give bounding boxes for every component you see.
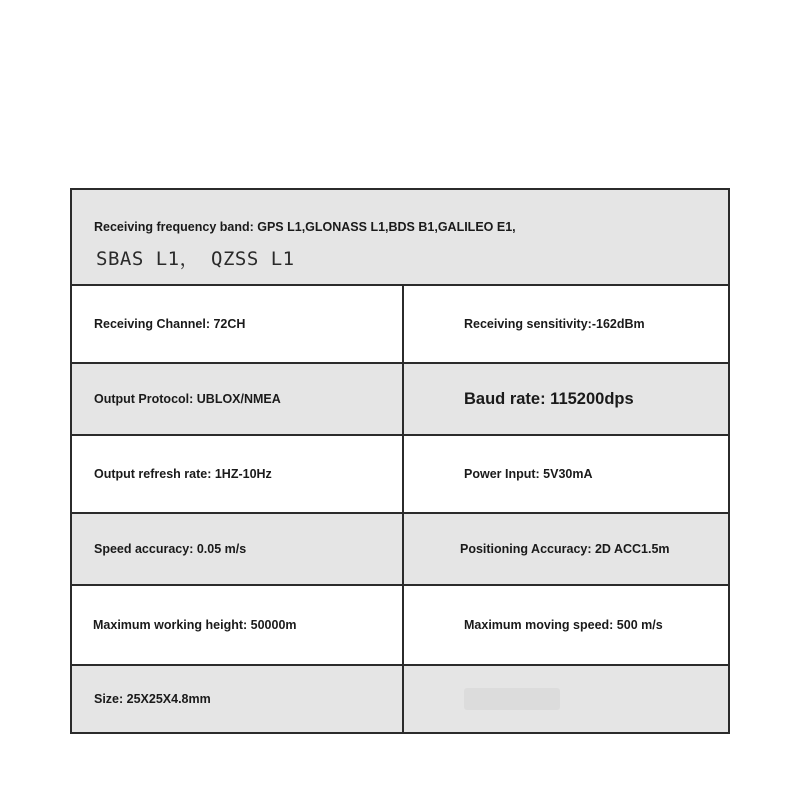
table-cell-left: [72, 514, 402, 584]
table-cell-left: [72, 586, 402, 664]
baud-rate-text: Baud rate: 115200dps: [464, 389, 634, 408]
output-protocol-text: Output Protocol: UBLOX/NMEA: [94, 392, 281, 406]
table-cell-left: [72, 364, 402, 434]
max-moving-speed-text: Maximum moving speed: 500 m/s: [464, 618, 663, 632]
positioning-accuracy-text: Positioning Accuracy: 2D ACC1.5m: [460, 542, 670, 556]
receiving-band-row: [72, 190, 728, 286]
table-row: [72, 666, 728, 732]
receiving-channel-text: Receiving Channel: 72CH: [94, 317, 246, 331]
receiving-band-line2: SBAS L1， QZSS L1: [96, 248, 295, 270]
speed-accuracy-text: Speed accuracy: 0.05 m/s: [94, 542, 247, 556]
table-cell-right: [402, 436, 728, 512]
receiving-sensitivity-text: Receiving sensitivity:-162dBm: [464, 317, 645, 331]
receiving-band-line1: Receiving frequency band: GPS L1,GLONASS L1,BDS B1,GALILEO E1,: [94, 220, 516, 234]
output-refresh-rate-text: Output refresh rate: 1HZ-10Hz: [94, 467, 272, 481]
table-row: [72, 286, 728, 364]
table-row: [72, 364, 728, 436]
power-input-text: Power Input: 5V30mA: [464, 467, 593, 481]
table-cell-right-empty: [402, 666, 728, 732]
table-cell-right: [402, 586, 728, 664]
table-cell-left: [72, 286, 402, 362]
table-row: [72, 514, 728, 586]
table-cell-left: [72, 436, 402, 512]
table-cell-left: [72, 666, 402, 732]
blank-placeholder: [464, 688, 560, 710]
spec-table: [70, 188, 730, 734]
table-cell-right: [402, 286, 728, 362]
table-row: [72, 436, 728, 514]
table-cell-right: [402, 514, 728, 584]
max-working-height-text: Maximum working height: 50000m: [93, 618, 297, 632]
size-text: Size: 25X25X4.8mm: [94, 692, 211, 706]
table-cell-right: [402, 364, 728, 434]
table-row: [72, 586, 728, 666]
